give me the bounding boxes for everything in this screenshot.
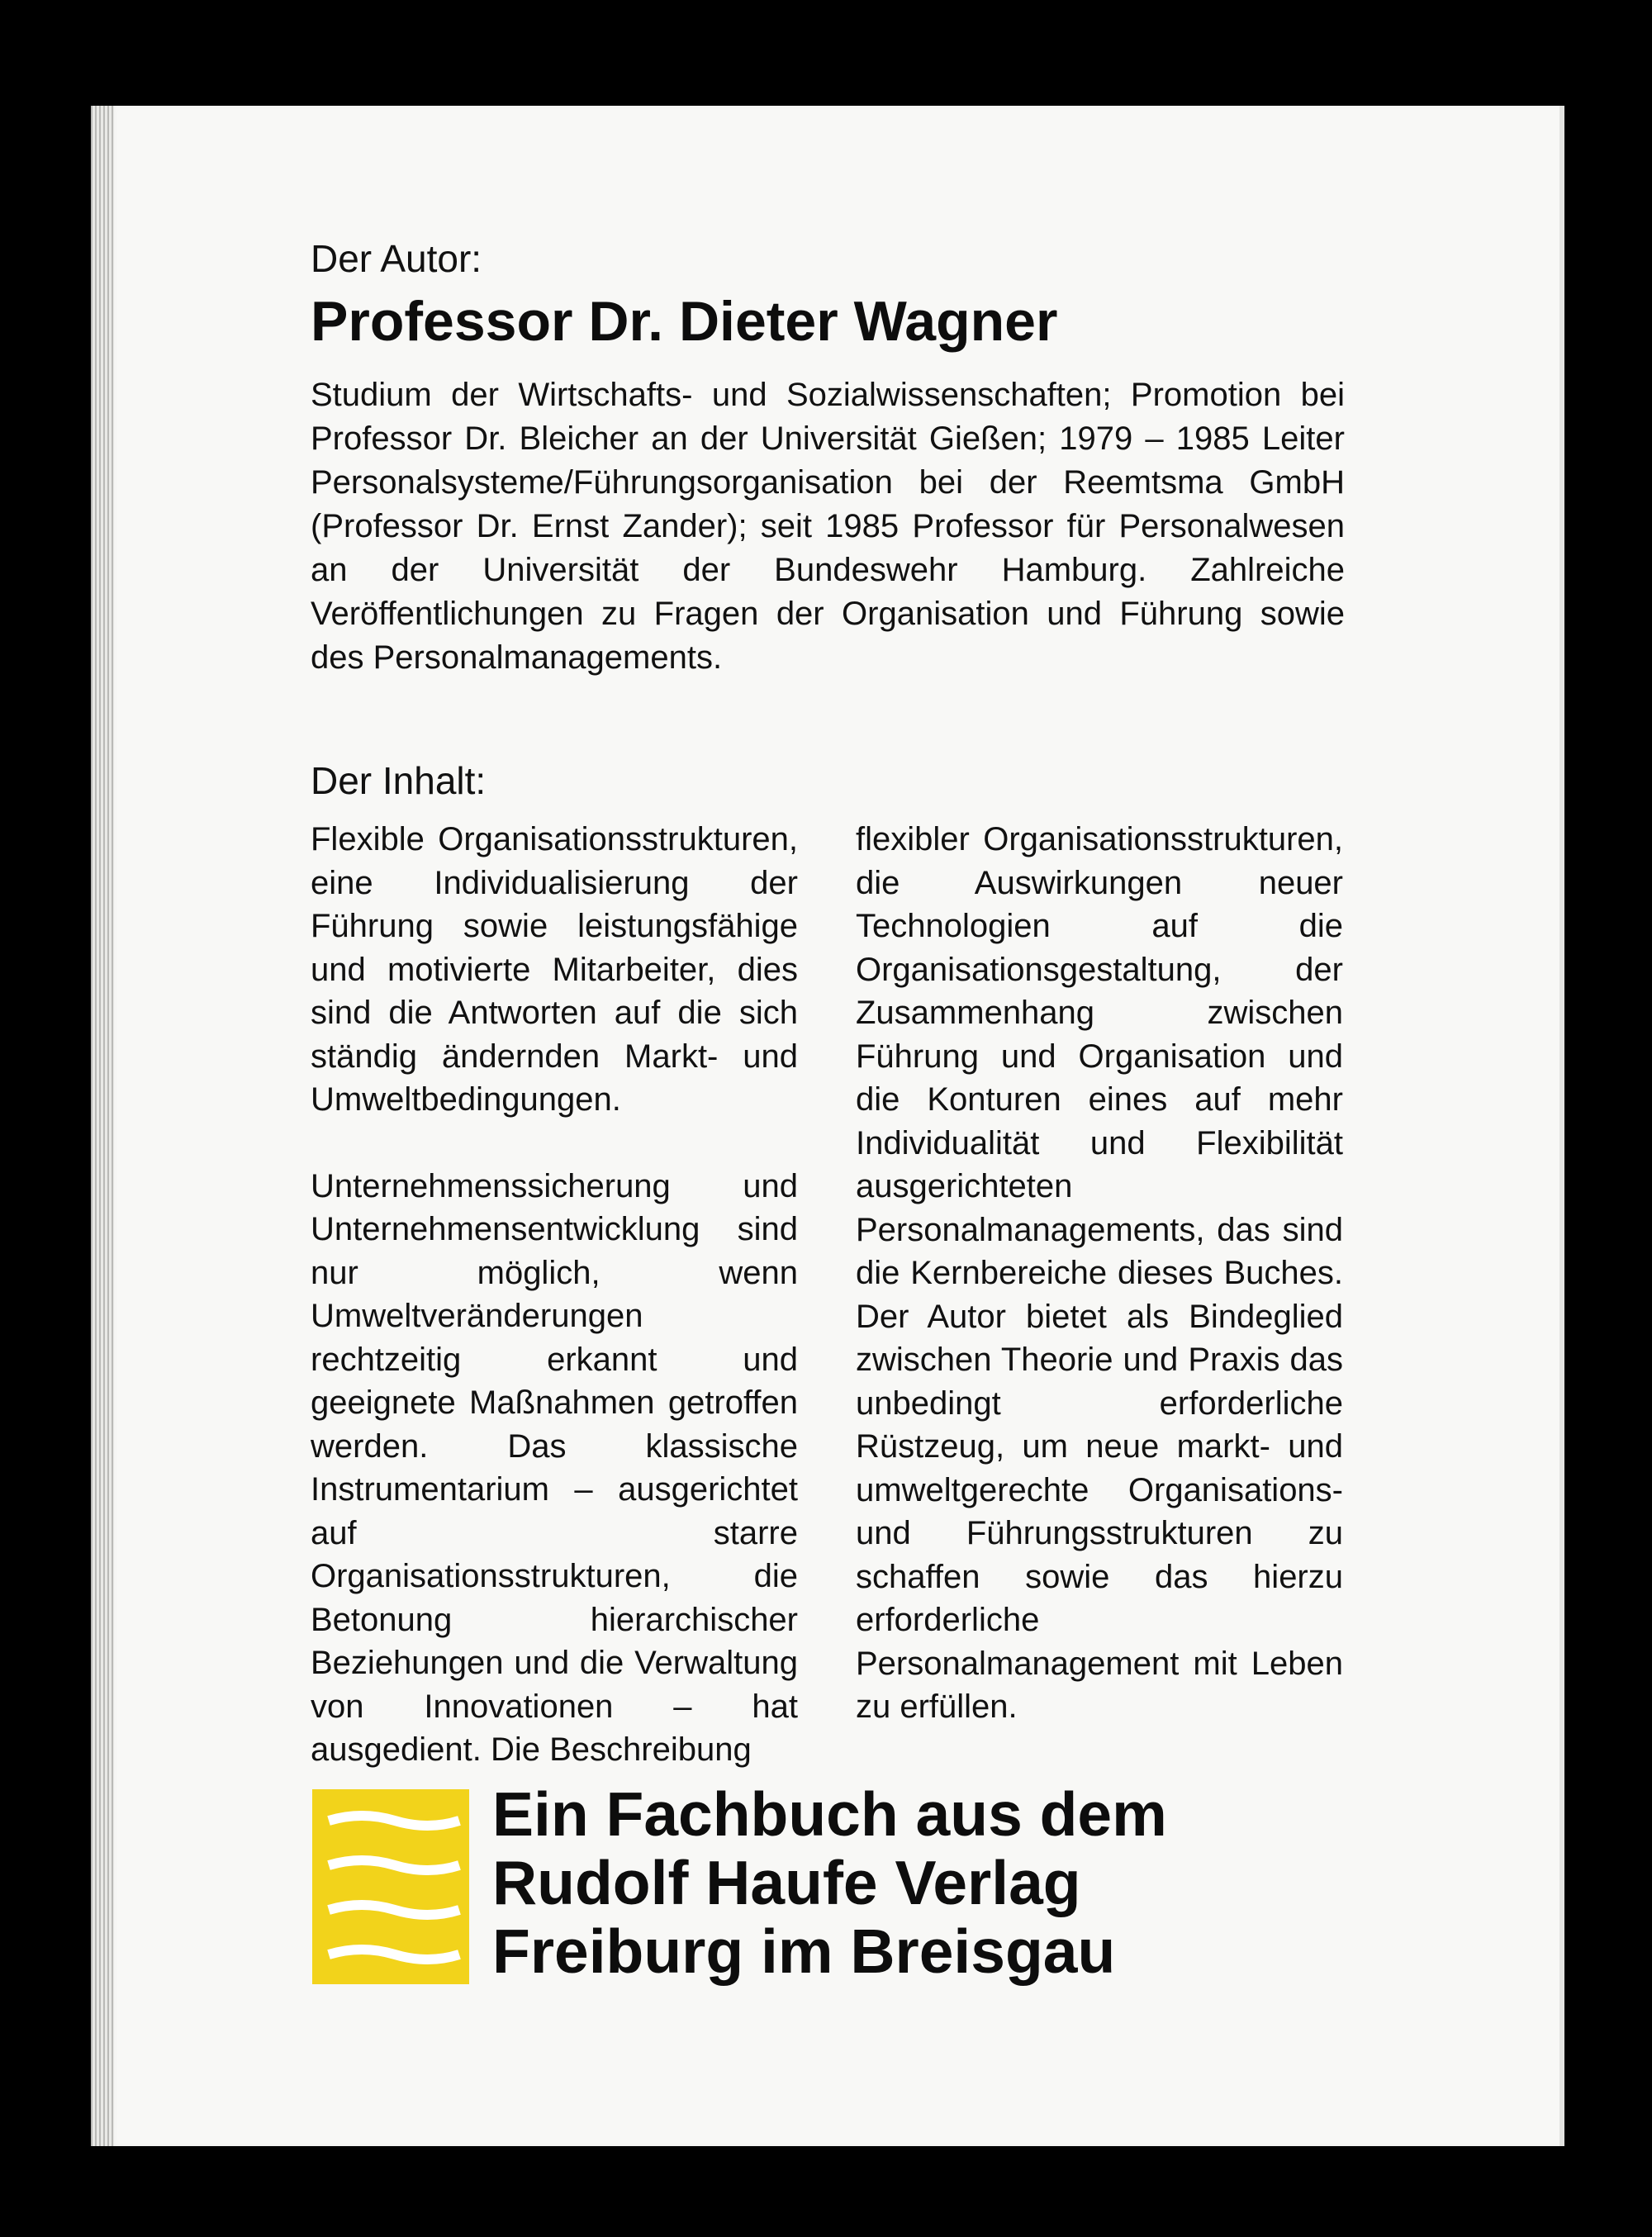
page-edges: [91, 106, 114, 2146]
content-paragraph: flexibler Organisationsstrukturen, die Auswirkungen neuer Technologien auf die Organisationsgestaltung, der Zusammenhang zwischen Führung und Organisation und die Konturen eines auf mehr Individualität und Flexibilität ausgerichteten Personalmanagements, das sind die Kernbereiche dieses Buches. Der Autor bietet als Bindeglied zwischen Theorie und Praxis das unbedingt erforderliche Rüstzeug, um neue markt- und umweltgerechte Organisations- und Führungsstrukturen zu schaffen sowie das hierzu erforderliche Personalmanagement mit Leben zu erfüllen.: [856, 821, 1343, 1725]
publisher-line: Ein Fachbuch aus dem: [492, 1779, 1167, 1849]
publisher-imprint: [492, 1780, 1167, 1986]
content-left-column: [311, 818, 798, 1772]
publisher-line: Freiburg im Breisgau: [492, 1916, 1116, 1986]
content-heading: Der Inhalt:: [311, 759, 487, 802]
content-paragraph: Flexible Organisationsstrukturen, eine Individualisierung der Führung sowie leistungsfähige und motivierte Mitarbeiter, dies sind die Antworten auf die sich ständig ändernden Markt- und Umweltbedingungen.: [311, 821, 798, 1118]
author-name: Professor Dr. Dieter Wagner: [311, 290, 1058, 353]
content-right-column: [856, 818, 1343, 1729]
author-bio: Studium der Wirtschafts- und Sozialwissenschaften; Promotion bei Professor Dr. Bleicher an der Universität Gießen; 1979 – 1985 Leiter Personalsysteme/Führungsorganisation bei der Reemtsma GmbH (Professor Dr. Ernst Zander); seit 1985 Professor für Personalwesen an der Universität der Bundeswehr Hamburg. Zahlreiche Veröffentlichungen zu Fragen der Organisation und Führung sowie des Personalmanagements.: [311, 377, 1345, 676]
haufe-logo-icon: [312, 1789, 469, 1984]
publisher-line: Rudolf Haufe Verlag: [492, 1848, 1081, 1917]
author-heading: Der Autor:: [311, 237, 482, 280]
content-paragraph: Unternehmenssicherung und Unternehmensentwicklung sind nur möglich, wenn Umweltveränderungen rechtzeitig erkannt und geeignete Maßnahmen getroffen werden. Das klassische Instrumentarium – ausgerichtet auf starre Organisationsstrukturen, die Betonung hierarchischer Beziehungen und die Verwaltung von Innovationen – hat ausgedient. Die Beschreibung: [311, 1167, 798, 1768]
